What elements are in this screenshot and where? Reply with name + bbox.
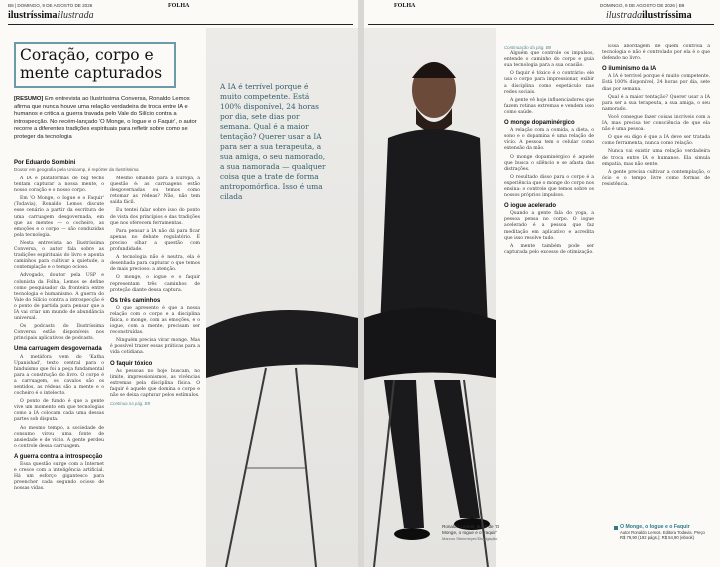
paragraph: Essa abordagem de quem controla a tecnologia e não é controlado por ela é o que defendo no livro. <box>602 44 710 62</box>
paragraph: Em 'O Monge, o Iogue e o Faquir' (Todavia), Ronaldo Lemos discute esse cenário a partir da escritura de uma carruagem desgovernada, em que as mentes — o cocheiro, as emoções e o corpo — são conduzidas pela tecnologia. <box>14 196 104 238</box>
paragraph: Ninguém precisa virar monge. Mas é possível trazer essas práticas para a vida cotidiana. <box>110 338 200 356</box>
section-rule <box>368 24 714 25</box>
paragraph: A IA e plataformas de big techs tentam capturar a nossa mente, o nosso coração e o nosso corpo. <box>14 176 104 194</box>
paragraph: Os podcasts do Ilustríssima Conversa estão disponíveis nos principais aplicativos de podcasts. <box>14 324 104 342</box>
paragraph: Eu tentei falar sobre isso do ponto de vista dos princípios e das tradições que nos oferecem ferramentas. <box>110 208 200 226</box>
page-folio: B8 | DOMINGO, 9 DE AGOSTO DE 2026 <box>8 3 93 8</box>
section-title-italic: ilustrada <box>57 10 94 21</box>
lead-text: Em entrevista ao Ilustríssima Conversa, Ronaldo Lemos afirma que nunca houve uma relação verdadeira de troca entre IA e humanos e critica a guerra travada pelo Vale do Silício contra a introspecção. No recém-lançado 'O Monge, o Iogue e o Faquir', o autor recorre a diferentes tradições espirituais para refletir sobre como se proteger da tecnologia <box>14 96 197 140</box>
section-title <box>606 10 692 21</box>
subhead: O iluminismo da IA <box>602 66 657 73</box>
headline: Coração, corpo e mente capturados <box>14 42 176 88</box>
page-folio: DOMINGO, 9 DE AGOSTO DE 2026 | B9 <box>600 3 685 8</box>
paragraph: A relação com a comida, a dieta, o sono e o dopamina é uma relação de vício. A pessoa tem o celular como extensão da mão. <box>504 128 594 152</box>
caption-credit: Marcus Steinmeyer/Divulgação <box>442 535 498 541</box>
paragraph: A mente também pode ser capturada pelo excesso de otimização. <box>504 243 594 255</box>
book-info <box>620 524 710 541</box>
continuation-note: Continuação da pág. B8 <box>504 45 552 50</box>
paragraph: Para pensar a IA não dá para ficar apenas no debate regulatório. É preciso olhar a questão com profundidade. <box>110 228 200 253</box>
paragraph: O resultado disso para o corpo é a experiência que o monge do corpo nos ensina: o controle que temos sobre os nossos próprios impulsos. <box>504 174 594 199</box>
paragraph: Advogado, doutor pela USP e colunista da Folha, Lemos se define como pesquisador da fronteira entre tecnologia e humanismo. A guerra do Vale do Silício contra a introspecção é o ponto de partida para pensar que a IA vai criar um mundo de abundância universal. <box>14 273 104 322</box>
paragraph: Alguém que controle os impulsos, entende o caminho do corpo e guia sua tecnologia para a sua ocasião. <box>504 51 594 69</box>
byline-role: Doutor em geografia pela Unicamp, é repórter da Ilustríssima <box>14 167 139 172</box>
left-page <box>0 0 358 567</box>
subhead: O faquir tóxico <box>110 360 153 367</box>
right-page <box>364 0 720 567</box>
paragraph: O monge, o iogue e o faquir representam três caminhos de proteção diante dessa captura. <box>110 275 200 293</box>
paragraph: Mesmo olhando para a Europa, a questão é: as carruagens estão desgovernadas ou temos como retomar as rédeas? Não, não tem saída fácil. <box>110 176 200 206</box>
newspaper-brand: FOLHA <box>168 3 190 9</box>
paragraph: A metáfora vem do 'Katha Upanishad', texto central para o hinduísmo que foi a peça fundamental para a construção do livro. O corpo é a carruagem, os cavalos são os sentidos, as rédeas são a mente e o cocheiro é o intelecto. <box>14 354 104 397</box>
byline <box>14 160 194 172</box>
paragraph: O monge dopaminérgico é aquele que busca o silêncio e se afasta das distrações. <box>504 154 594 172</box>
paragraph: Qual é a maior tentação? Querer usar a IA para ser a sua terapeuta, a sua amiga, o seu namorado. <box>602 94 710 112</box>
paragraph: Nunca vai existir uma relação verdadeira de troca entre IA e humanos. Ela simula empatia, mas não sente. <box>602 149 710 167</box>
paragraph: O que apresento é que a nossa relação com o corpo e a disciplina física, o monge, com as emoções, e o iogue, com a mente, precisam ser reconstruídas. <box>110 305 200 336</box>
article-column-1 <box>14 176 104 562</box>
subhead: O iogue acelerado <box>504 203 557 210</box>
article-column-4 <box>602 44 710 518</box>
subhead: A guerra contra a introspecção <box>14 453 103 460</box>
photo-caption <box>442 524 502 541</box>
paragraph: As pessoas no hoje buscam, no limite, impressionismos, as vivências extremas pela disciplina física. O faquir é aquele que domina o corpo e não se deixa capturar pelos estímulos. <box>110 368 200 398</box>
book-title: O Monge, o Iogue e o Faquir <box>620 524 690 530</box>
caption-text: Ronaldo Lemos, autor de 'O Monge, o Iogue e o Faquir' <box>442 524 500 535</box>
article-column-2 <box>110 176 200 562</box>
paragraph: A IA é terrível porque é muito competente. Está 100% disponível, 24 horas por dia, sete dias por semana. <box>602 74 710 92</box>
paragraph: O que eu digo é que a IA deve ser tratada como ferramenta, nunca como relação. <box>602 135 710 147</box>
portrait-photo-right <box>364 28 496 567</box>
subhead: O monge dopaminérgico <box>504 120 575 127</box>
section-title <box>8 10 94 21</box>
paragraph: Quando a gente fala do yoga, a pessoa pensa no corpo. O iogue acelerado é a pessoa que faz meditação em aplicativo e acredita que isso resolve tudo. <box>504 211 594 241</box>
paragraph: Nesta entrevista ao Ilustríssima Conversa, o autor fala sobre as tradições espirituais do livro e aponta caminhos para cultivar a quietude, a contemplação e o tempo ocioso. <box>14 240 104 271</box>
paragraph: A tecnologia não é neutra, ela é desenhada para capturar o que temos de mais precioso: a atenção. <box>110 255 200 273</box>
paragraph: A gente vê hoje influenciadores que fazem rotinas extremas e vendem isso como saúde. <box>504 97 594 115</box>
section-title-bold: ilustríssima <box>642 10 692 21</box>
man-seated-illustration <box>364 28 496 567</box>
pull-quote: A IA é terrível porque é muito competente. Está 100% disponível, 24 horas por dia, sete dias por semana. Qual é a maior tentação? Querer usar a IA para ser a sua terapeuta, a sua amiga, o seu namorado, a sua namorada — qualquer coisa que a trate de forma antropomórfica. Isso é uma cilada <box>220 82 326 201</box>
paragraph: O ponto de fundo é que a gente vive um momento em que tecnologias como a IA colocam cada uma dessas partes sob disputa. <box>14 399 104 423</box>
section-rule <box>8 24 353 25</box>
book-bullet-icon <box>614 526 618 530</box>
paragraph: Você consegue fazer coisas incríveis com a IA, mas precisa ter consciência de que ela não é uma pessoa. <box>602 114 710 133</box>
article-column-3 <box>504 44 594 562</box>
lead-tag: [RESUMO] <box>14 96 44 102</box>
paragraph: O faquir é tóxico é o contrário: ele usa o corpo para impressionar, exibir a disciplina como espetáculo nas redes sociais. <box>504 71 594 95</box>
paragraph: A gente precisa cultivar a contemplação, o ócio e o tempo livre como formas de resistência. <box>602 169 710 187</box>
section-title-bold: ilustríssima <box>8 10 58 21</box>
paragraph: Ao mesmo tempo, a sociedade de consumo virou uma fonte de ansiedade e de vício. A gente perdeu o controle dessa carruagem. <box>14 425 104 449</box>
book-detail: Autor Ronaldo Lemos. Editora Todavia. Preço R$ 79,90 (192 págs.); R$ 54,90 (ebook) <box>620 530 705 541</box>
subhead: Uma carruagem desgovernada <box>14 346 102 353</box>
paragraph: Essa questão surge com a Internet e cresce com a inteligência artificial. Há um esforço gigantesco para preencher cada segundo ocioso de nossas vidas. <box>14 462 104 492</box>
byline-name: Por Eduardo Sombini <box>14 160 76 166</box>
lead-summary <box>14 96 200 142</box>
section-title-italic: ilustrada <box>606 10 643 21</box>
newspaper-brand: FOLHA <box>394 3 416 9</box>
subhead: Os três caminhos <box>110 297 161 304</box>
continuation-note: Continua na pág. B9 <box>110 401 151 407</box>
